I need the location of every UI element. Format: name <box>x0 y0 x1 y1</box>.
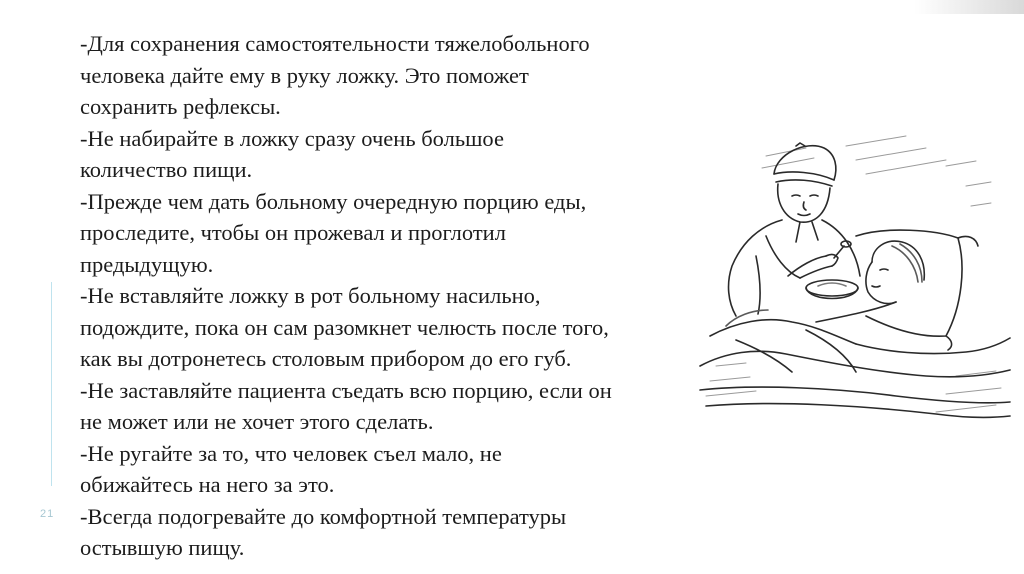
text-line: человека дайте ему в руку ложку. Это поможет <box>80 62 529 88</box>
text-line: проследите, чтобы он прожевал и проглотил <box>80 220 506 245</box>
text-line: подождите, пока он сам разомкнет челюсть после того, <box>80 314 609 340</box>
background-hatching <box>706 136 1001 412</box>
corner-shadow <box>914 0 1024 14</box>
nurse-arm-spoon <box>788 241 851 278</box>
text-line: как вы дотронетесь столовым прибором до его губ. <box>80 346 572 371</box>
pillow <box>856 230 978 350</box>
side-rule <box>51 282 52 486</box>
text-line: остывшую пищу. <box>80 535 245 560</box>
text-line: -Не набирайте в ложку сразу очень большое <box>80 125 504 151</box>
text-line: -Не вставляйте ложку в рот больному насильно, <box>80 283 541 308</box>
text-line: количество пищи. <box>80 157 253 182</box>
slide-text <box>80 28 700 564</box>
text-line: не может или не хочет этого сделать. <box>80 409 434 434</box>
text-line: обижайтесь на него за это. <box>80 472 335 497</box>
patient-head <box>866 241 924 303</box>
nurse-cap <box>774 143 836 186</box>
nurse-body <box>729 220 860 316</box>
text-line: сохранить рефлексы. <box>80 94 281 119</box>
text-line: -Всегда подогревайте до комфортной температуры <box>80 503 567 529</box>
text-line: -Прежде чем дать больному очередную порцию еды, <box>80 188 587 214</box>
nurse-feeding-patient-illustration <box>696 126 1014 426</box>
text-line: -Для сохранения самостоятельности тяжелобольного <box>80 31 590 56</box>
slide-number: 21 <box>40 508 55 520</box>
text-line: предыдущую. <box>80 251 214 277</box>
text-line: -Не ругайте за то, что человек съел мало, не <box>80 440 502 466</box>
text-line: -Не заставляйте пациента съедать всю порцию, если он <box>80 377 612 403</box>
bowl <box>806 280 858 299</box>
nurse-face <box>778 184 830 222</box>
patient-blanket <box>700 302 1010 377</box>
